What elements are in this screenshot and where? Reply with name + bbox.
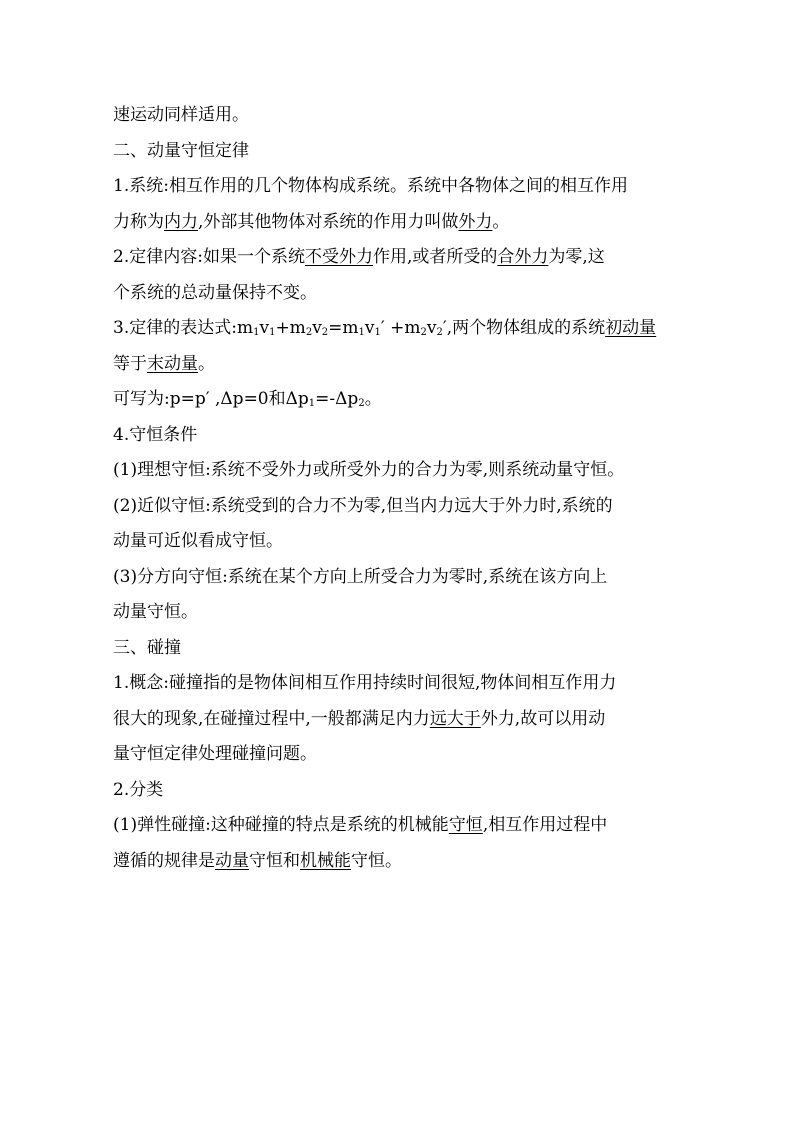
- paragraph-law-line1: 2.定律内容:如果一个系统不受外力作用,或者所受的合外力为零,这: [113, 247, 605, 267]
- momentum-formula: $m_1v_1+m_2v_2=m_1v_1' +m_2v_2'$: [236, 318, 447, 338]
- paragraph-collision-concept-line1: 1.概念:碰撞指的是物体间相互作用持续时间很短,物体间相互作用力: [113, 673, 617, 693]
- blank-answer: 合外力: [497, 247, 549, 267]
- paragraph-expression-line1: 3.定律的表达式$:m_1v_1+m_2v_2=m_1v_1' +m_2v_2'$,两个物体组成的系统初动量: [113, 318, 657, 338]
- blank-answer: 不受外力: [304, 247, 373, 267]
- blank-answer: 守恒: [448, 815, 483, 835]
- subheading-classification: 2.分类: [113, 779, 164, 800]
- paragraph-system-line1: 1.系统:相互作用的几个物体构成系统。系统中各物体之间的相互作用: [113, 176, 628, 196]
- paragraph-directional-conservation-line2: 动量守恒。: [113, 602, 198, 622]
- paragraph-system-line2: 力称为内力,外部其他物体对系统的作用力叫做外力。: [113, 211, 510, 232]
- paragraph-directional-conservation-line1: (3)分方向守恒:系统在某个方向上所受合力为零时,系统在该方向上: [113, 566, 608, 587]
- blank-answer: 外力: [458, 211, 493, 232]
- paragraph-ideal-conservation: (1)理想守恒:系统不受外力或所受外力的合力为零,则系统动量守恒。: [113, 460, 625, 480]
- document-body: [113, 98, 693, 879]
- blank-answer: 内力: [164, 211, 198, 232]
- text-line: 速运动同样适用。: [113, 105, 249, 125]
- blank-answer: 机械能: [300, 850, 351, 871]
- section-heading-collision: 三、碰撞: [113, 637, 181, 658]
- blank-answer: 初动量: [605, 318, 657, 338]
- paragraph-approx-conservation-line1: (2)近似守恒:系统受到的合力不为零,但当内力远大于外力时,系统的: [113, 495, 613, 516]
- paragraph-law-line2: 个系统的总动量保持不变。: [113, 282, 317, 303]
- paragraph-expression-line2: 等于末动量。: [113, 353, 215, 374]
- blank-answer: 末动量: [147, 353, 198, 374]
- paragraph-elastic-collision-line2: 遵循的规律是动量守恒和机械能守恒。: [113, 850, 402, 871]
- paragraph-collision-concept-line2: 很大的现象,在碰撞过程中,一般都满足内力远大于外力,故可以用动: [113, 708, 606, 729]
- blank-answer: 远大于: [429, 708, 481, 729]
- subheading-conservation-conditions: 4.守恒条件: [113, 424, 198, 445]
- paragraph-elastic-collision-line1: (1)弹性碰撞:这种碰撞的特点是系统的机械能守恒,相互作用过程中: [113, 815, 608, 835]
- section-heading-momentum-conservation: 二、动量守恒定律: [113, 140, 249, 161]
- paragraph-collision-concept-line3: 量守恒定律处理碰撞问题。: [113, 744, 317, 764]
- paragraph-alternate-form: 可写为:p=p′ ,Δp=0和$\Delta p_1=-\Delta p_2$。: [113, 389, 382, 409]
- paragraph-approx-conservation-line2: 动量可近似看成守恒。: [113, 531, 283, 551]
- blank-answer: 动量: [215, 850, 249, 871]
